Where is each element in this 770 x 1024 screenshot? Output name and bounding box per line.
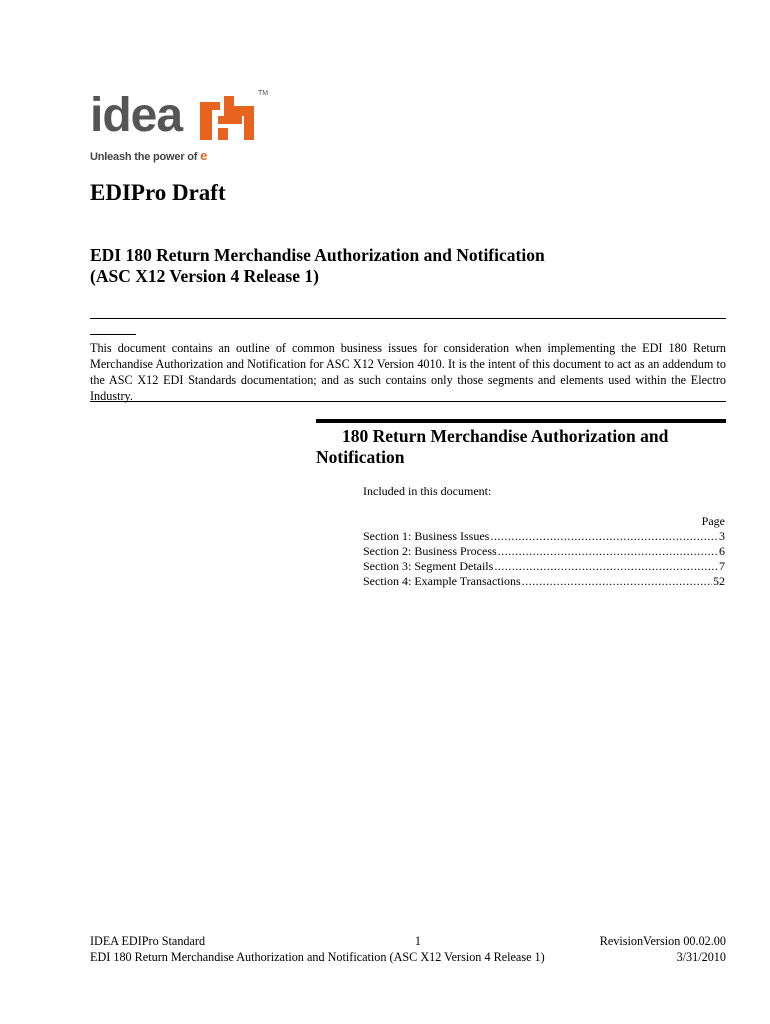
toc-intro: Included in this document: [363, 484, 492, 498]
toc-entry-page: 52 [713, 574, 725, 588]
toc-leader [498, 544, 718, 559]
logo-wordmark: idea [90, 89, 183, 142]
toc-entry-label: Section 1: Business Issues [363, 529, 490, 543]
toc-entry[interactable] [363, 529, 725, 544]
subtitle-line-2: (ASC X12 Version 4 Release 1) [90, 266, 319, 286]
footer-document-name: EDI 180 Return Merchandise Authorization and Notification (ASC X12 Version 4 Release 1) [90, 950, 545, 964]
logo-tagline [90, 148, 207, 163]
divider-intro [90, 401, 726, 402]
toc-entry[interactable] [363, 574, 725, 589]
footer-page-number: 1 [414, 934, 421, 948]
toc-entry-label: Section 3: Segment Details [363, 559, 494, 573]
table-of-contents [363, 529, 725, 589]
toc-entry-page: 7 [719, 559, 725, 573]
footer-revision: RevisionVersion 00.02.00 [599, 934, 726, 948]
toc-leader [494, 559, 718, 574]
toc-entry[interactable] [363, 559, 725, 574]
intro-paragraph: This document contains an outline of common business issues for consideration when implementing the EDI 180 Return Merchandise Authorization and Notification for ASC X12 Version 4010. It is the intent of this document to act as an addendum to the ASC X12 EDI Standards documentation; and as such contains only those segments and elements used within the Electro Industry. [90, 341, 726, 403]
section-heading-line-1: 180 Return Merchandise Authorization and [342, 426, 669, 446]
section-heading-line-2: Notification [316, 447, 405, 467]
section-heading [316, 426, 716, 468]
toc-leader [490, 529, 718, 544]
footer-date: 3/31/2010 [676, 950, 726, 964]
tagline-e: e [200, 148, 208, 163]
divider-top [90, 318, 726, 319]
document-subtitle [90, 245, 545, 287]
idea-brand-mark-icon [198, 94, 258, 142]
toc-entry-label: Section 2: Business Process [363, 544, 497, 558]
page-footer [90, 933, 726, 965]
footer-standard-name: IDEA EDIPro Standard [90, 934, 206, 948]
toc-entry-page: 3 [719, 529, 725, 543]
divider-top-short [90, 334, 136, 335]
tagline-text: Unleash the power of [90, 151, 198, 163]
trademark-mark: TM [258, 90, 269, 97]
toc-entry[interactable] [363, 544, 725, 559]
toc-entry-page: 6 [719, 544, 725, 558]
toc-leader [522, 574, 712, 589]
idea-logo [90, 88, 290, 168]
subtitle-line-1: EDI 180 Return Merchandise Authorization and Notification [90, 245, 545, 265]
toc-entry-label: Section 4: Example Transactions [363, 574, 521, 588]
toc-page-header: Page [701, 514, 725, 528]
document-title: EDIPro Draft [90, 180, 226, 205]
section-rule [316, 419, 726, 423]
